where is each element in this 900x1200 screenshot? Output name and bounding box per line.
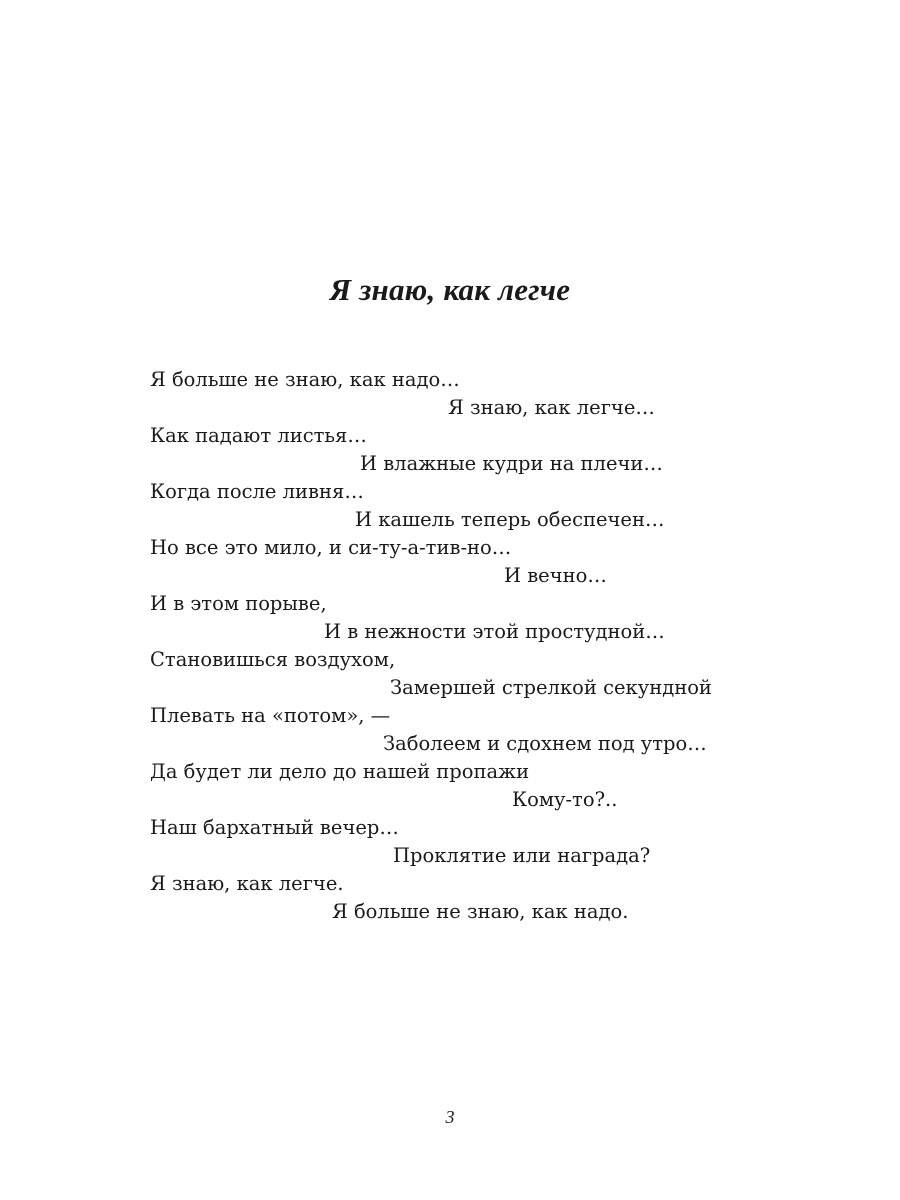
poem-line-8: И вечно… — [504, 564, 607, 587]
poem-line-19: Я знаю, как легче. — [150, 872, 344, 895]
poem-line-17: Наш бархатный вечер… — [150, 816, 399, 839]
poem-title: Я знаю, как легче — [329, 272, 571, 307]
poem-line-13: Плевать на «потом», — — [150, 704, 391, 727]
poem-line-4: И влажные кудри на плечи… — [360, 452, 663, 475]
poem-line-6: И кашель теперь обеспечен… — [355, 508, 665, 531]
poem-line-11: Становишься воздухом, — [150, 648, 396, 671]
poem-line-7: Но все это мило, и си-ту-а-тив-но… — [150, 536, 512, 559]
poem-line-20: Я больше не знаю, как надо. — [332, 900, 629, 923]
poem-line-15: Да будет ли дело до нашей пропажи — [150, 760, 530, 783]
poem-line-3: Как падают листья… — [150, 424, 367, 447]
poem-line-12: Замершей стрелкой секундной — [390, 676, 712, 699]
poem-line-16: Кому-то?.. — [512, 788, 618, 811]
poem-line-9: И в этом порыве, — [150, 592, 327, 615]
poem-line-18: Проклятие или награда? — [393, 844, 651, 867]
poem-line-10: И в нежности этой простудной… — [324, 620, 665, 643]
poem-line-1: Я больше не знаю, как надо… — [150, 368, 460, 391]
poem-line-14: Заболеем и сдохнем под утро… — [383, 732, 707, 755]
poem-line-2: Я знаю, как легче… — [448, 396, 655, 419]
page-number: 3 — [445, 1107, 455, 1127]
poem-line-5: Когда после ливня… — [150, 480, 364, 503]
